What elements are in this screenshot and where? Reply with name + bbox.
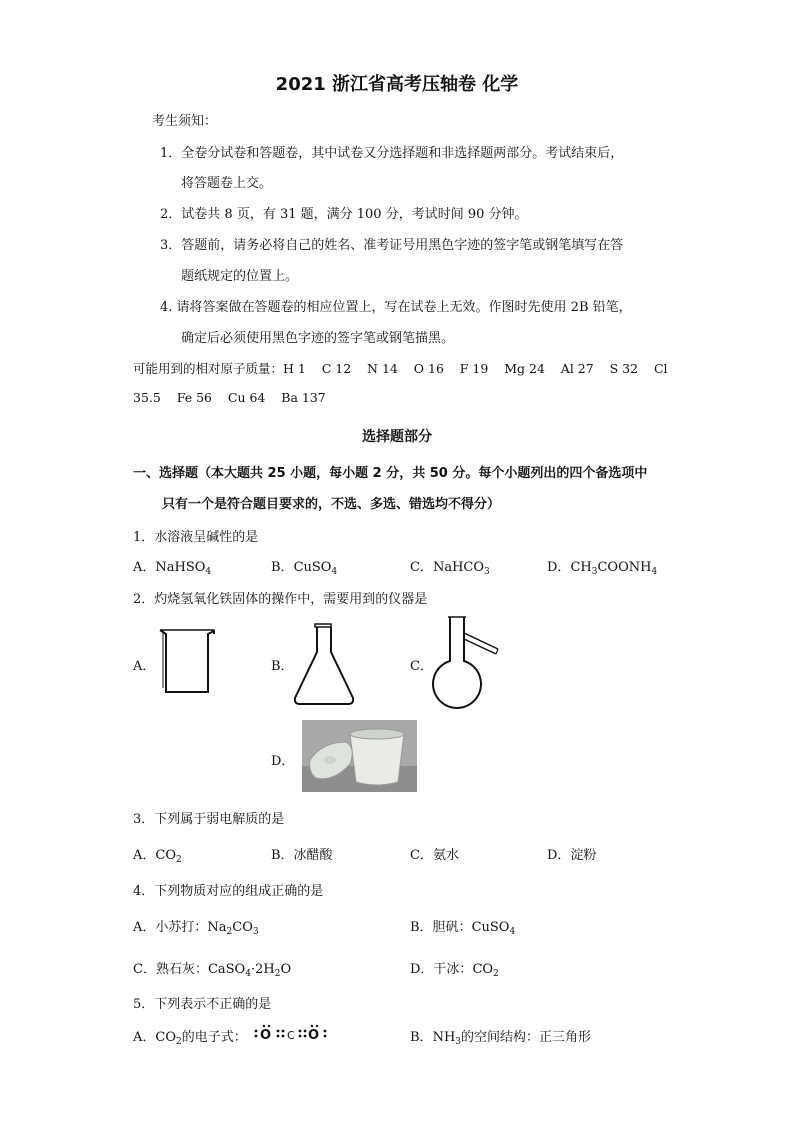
option-label: B．: [271, 560, 294, 575]
formula: O: [280, 962, 292, 977]
q2-option-c-label: C．: [410, 659, 433, 674]
notice-item-number: 2．: [160, 207, 182, 222]
subscript: 4: [205, 567, 212, 577]
notice-item-3-continued: 题纸规定的位置上。: [181, 269, 299, 284]
notice-item-number: 3．: [160, 238, 182, 253]
notice-item-text: 请将答案做在答题卷的相应位置上，写在试卷上无效。作图时先使用 2B 铅笔，: [176, 300, 632, 315]
subscript: 2: [176, 855, 182, 865]
subscript: 2: [493, 969, 499, 979]
subscript: 2: [274, 969, 281, 979]
notice-item-3: [160, 234, 623, 253]
formula: CuSO: [293, 560, 332, 575]
notice-item-text: 答题前，请务必将自己的姓名、准考证号用黑色字迹的签字笔或钢笔填写在答: [181, 238, 624, 253]
notice-item-1-continued: 将答题卷上交。: [181, 176, 273, 191]
option-label: C．: [410, 560, 433, 575]
formula: NaHSO: [155, 560, 206, 575]
notice-item-2: [160, 203, 528, 222]
formula: CO: [232, 920, 253, 935]
subscript: 4: [331, 567, 338, 577]
section-header-line2: 只有一个是符合题目要求的，不选、多选、错选均不得分）: [162, 497, 501, 512]
q4-option-b: [410, 916, 515, 935]
formula: CO: [472, 962, 494, 977]
question-2-stem: 2．灼烧氢氧化铁固体的操作中，需要用到的仪器是: [133, 592, 428, 607]
section-title: 选择题部分: [362, 429, 432, 445]
formula: CuSO: [471, 920, 510, 935]
notice-heading: 考生须知：: [152, 114, 218, 129]
subscript: 3: [252, 927, 259, 937]
question-1-stem: 1．水溶液呈碱性的是: [133, 530, 259, 545]
q1-option-c: [410, 556, 490, 575]
formula: NH: [432, 1030, 456, 1045]
q3-option-b: B．冰醋酸: [271, 848, 333, 863]
q4-option-c: [133, 958, 291, 977]
subscript: 4: [245, 969, 251, 979]
q1-option-b: [271, 556, 337, 575]
option-label: B．胆矾：: [410, 920, 472, 935]
svg-text:O: O: [260, 1028, 272, 1043]
subscript: 3: [455, 1037, 462, 1047]
subscript: 3: [591, 567, 598, 577]
section-header-line1: 一、选择题（本大题共 25 小题，每小题 2 分，共 50 分。每个小题列出的四个备选项中: [133, 466, 648, 481]
option-label: C．熟石灰：: [133, 962, 208, 977]
crucible-photo: [302, 720, 417, 792]
option-label: A．小苏打：: [133, 920, 208, 935]
q5-option-b: [410, 1026, 591, 1045]
question-3-stem: 3．下列属于弱电解质的是: [133, 812, 285, 827]
beaker-icon: [158, 628, 216, 698]
q1-option-a: [133, 556, 211, 575]
atomic-masses-line2: 35.5 Fe 56 Cu 64 Ba 137: [133, 390, 326, 405]
formula: CH: [570, 560, 592, 575]
q2-option-d-label: D．: [271, 754, 295, 769]
svg-text:O: O: [308, 1028, 320, 1043]
option-label: B．: [410, 1030, 433, 1045]
distilling-flask-icon: [430, 615, 502, 713]
formula: COONH: [597, 560, 652, 575]
subscript: 2: [226, 927, 233, 937]
notice-item-1: [160, 142, 623, 161]
q3-option-a: [133, 844, 182, 863]
q4-option-d: [410, 958, 499, 977]
q2-option-a-label: A．: [133, 659, 156, 674]
formula: Na: [207, 920, 227, 935]
formula: ·2H: [250, 962, 275, 977]
notice-item-text: 试卷共 8 页，有 31 题，满分 100 分，考试时间 90 分钟。: [181, 207, 528, 222]
subscript: 3: [484, 567, 490, 577]
q2-option-b-label: B．: [271, 659, 294, 674]
option-label: D．干冰：: [410, 962, 473, 977]
crucible-icon: [302, 720, 417, 792]
subscript: 4: [509, 927, 516, 937]
option-label: A．: [133, 560, 156, 575]
atomic-masses-line1: 可能用到的相对原子质量：H 1 C 12 N 14 O 16 F 19 Mg 24 Al 27 S 32 Cl: [133, 361, 668, 376]
question-5-stem: 5．下列表示不正确的是: [133, 997, 272, 1012]
formula: CaSO: [207, 962, 246, 977]
subscript: 2: [176, 1037, 182, 1047]
q3-option-c: C．氨水: [410, 848, 459, 863]
formula: CO: [155, 848, 176, 863]
option-label: D．: [547, 560, 571, 575]
q4-option-a: [133, 916, 259, 935]
notice-item-4-continued: 确定后必须使用黑色字迹的签字笔或钢笔描黑。: [181, 331, 455, 346]
formula-text: 的空间结构：正三角形: [461, 1030, 592, 1045]
option-label: A．: [133, 848, 156, 863]
notice-item-4: [160, 296, 632, 315]
option-label: A．: [133, 1030, 156, 1045]
co2-electron-structure-icon: [253, 1023, 333, 1045]
q1-option-d: [547, 556, 657, 575]
q5-option-a: [133, 1026, 247, 1045]
notice-item-text: 全卷分试卷和答题卷，其中试卷又分选择题和非选择题两部分。考试结束后，: [181, 146, 624, 161]
formula-text: 的电子式：: [181, 1030, 247, 1045]
notice-item-number: 1．: [160, 146, 182, 161]
q3-option-d: D．淀粉: [547, 848, 597, 863]
formula: CO: [155, 1030, 176, 1045]
page-title: 2021 浙江省高考压轴卷 化学: [275, 74, 519, 95]
question-4-stem: 4．下列物质对应的组成正确的是: [133, 884, 324, 899]
formula: NaHCO: [432, 560, 485, 575]
conical-flask-icon: [292, 622, 358, 708]
subscript: 4: [651, 567, 658, 577]
svg-text:C: C: [287, 1029, 295, 1042]
notice-item-number: 4.: [160, 300, 173, 315]
